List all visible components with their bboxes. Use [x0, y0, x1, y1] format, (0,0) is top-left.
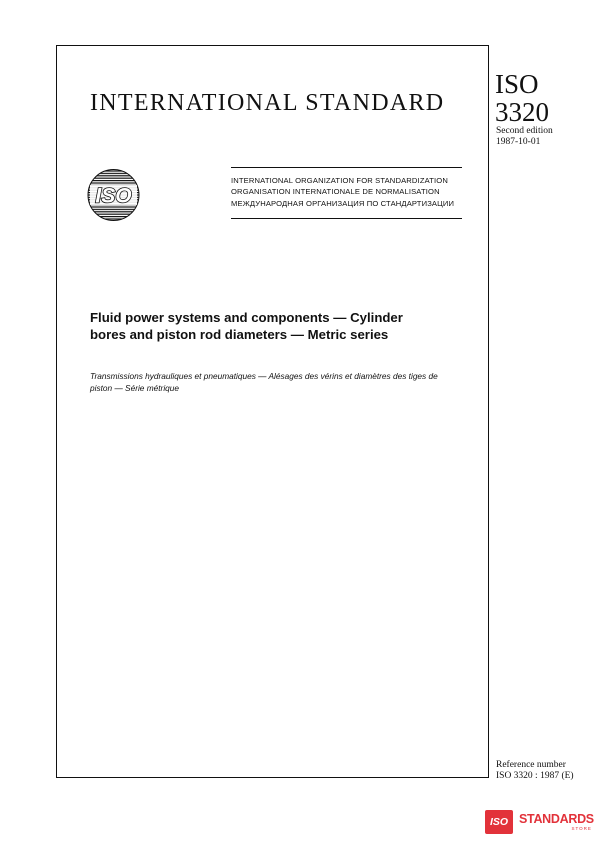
edition-date: 1987-10-01: [496, 137, 541, 147]
store-wordmark: [519, 813, 594, 831]
document-subtitle-fr: [90, 371, 470, 394]
document-subtitle-line: Transmissions hydrauliques et pneumatiques — Alésages des vérins et diamètres des tiges de: [90, 371, 438, 381]
org-name-en: INTERNATIONAL ORGANIZATION FOR STANDARDIZATION: [231, 176, 448, 185]
iso-logo-icon: [87, 168, 140, 222]
org-name-ru: МЕЖДУНАРОДНАЯ ОРГАНИЗАЦИЯ ПО СТАНДАРТИЗАЦИИ: [231, 198, 455, 208]
iso-standards-store-logo[interactable]: [485, 810, 594, 834]
org-name-fr: ORGANISATION INTERNATIONALE DE NORMALISATION: [231, 187, 440, 197]
iso-prefix: ISO: [495, 69, 539, 99]
reference-block: [496, 760, 574, 782]
organization-names: [231, 175, 471, 209]
reference-label: Reference number: [496, 760, 566, 770]
store-badge-icon: ISO: [485, 810, 513, 834]
store-name: STANDARDS: [519, 812, 594, 826]
document-title-line: bores and piston rod diameters — Metric series: [90, 326, 389, 342]
document-subtitle-line: piston — Série métrique: [90, 382, 180, 393]
iso-number: 3320: [495, 97, 549, 127]
iso-designation: [495, 70, 549, 126]
edition-info: [496, 126, 553, 148]
edition-label: Second edition: [496, 126, 553, 136]
reference-number: ISO 3320 : 1987 (E): [496, 771, 574, 781]
document-title: [90, 310, 470, 343]
iso-logo-text: ISO: [95, 184, 132, 208]
standard-title: INTERNATIONAL STANDARD: [90, 90, 445, 116]
store-sub: STORE: [571, 826, 592, 831]
org-rule-top: [231, 167, 462, 168]
org-rule-bottom: [231, 218, 462, 219]
page-frame: [56, 45, 489, 778]
document-title-line: Fluid power systems and components — Cylinder: [90, 310, 403, 325]
